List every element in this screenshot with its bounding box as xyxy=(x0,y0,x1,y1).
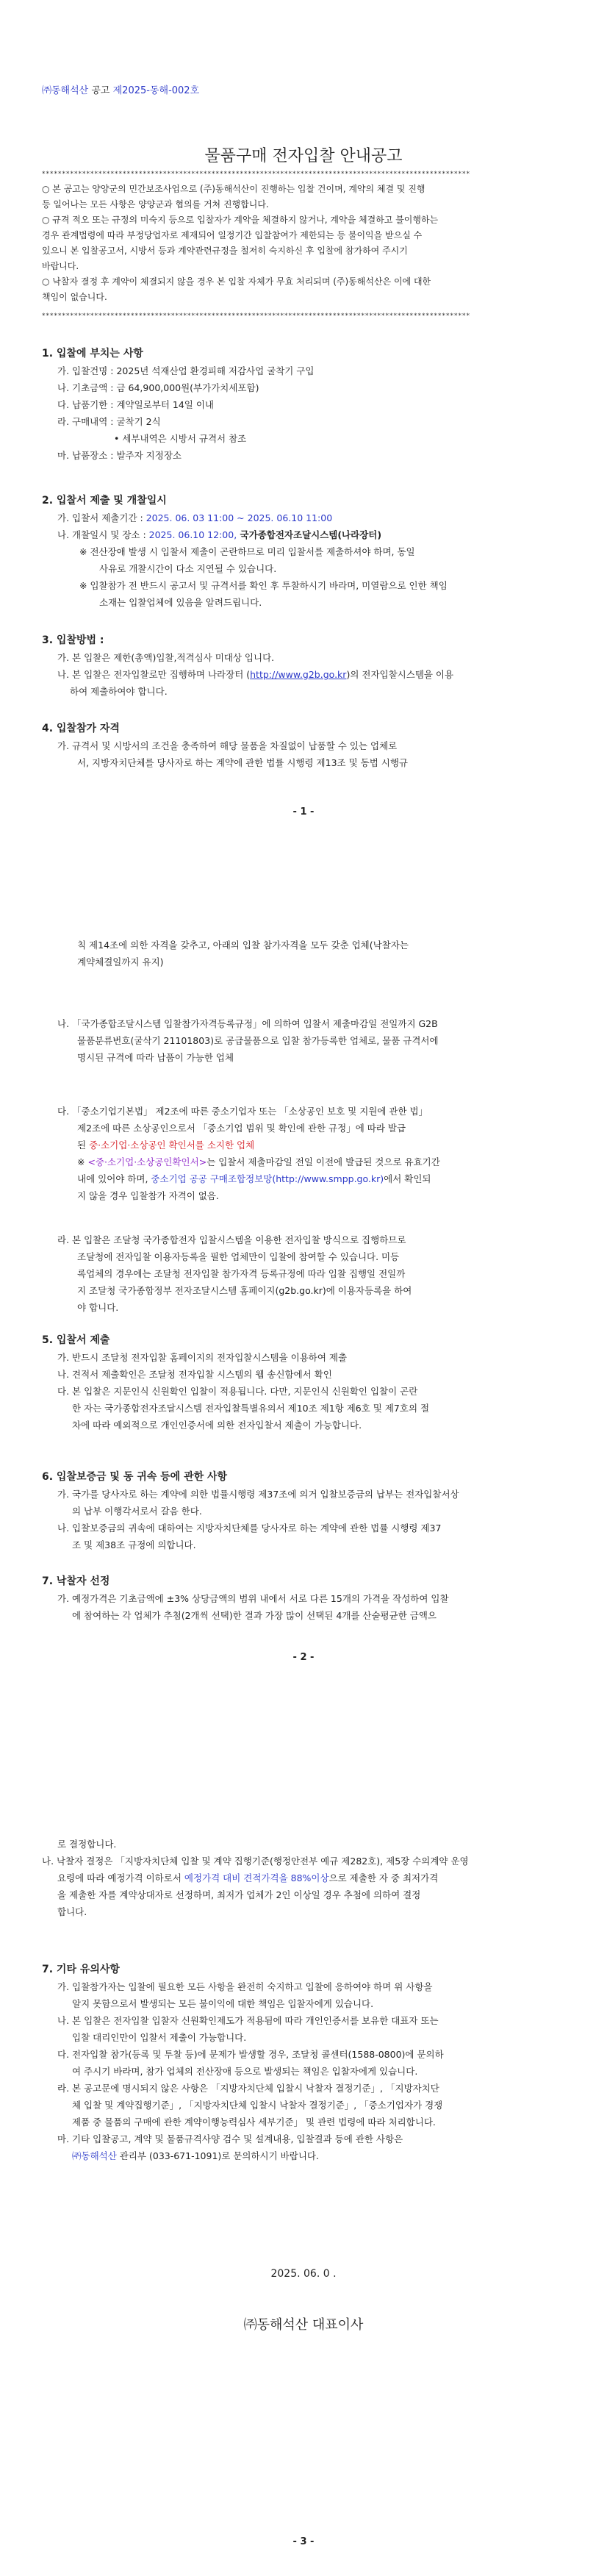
page-number: - 1 - xyxy=(292,806,315,817)
section-5-line: 가. 반드시 조달청 전자입찰 홈페이지의 전자입찰시스템을 이용하여 제출 xyxy=(57,1352,348,1363)
section-8-line: 여 주시기 바라며, 참가 업체의 전산장애 등으로 발생되는 책임은 입찰자에게 있습니다. xyxy=(72,2066,418,2077)
page-3 xyxy=(0,1720,607,2576)
section-8-title: 7. 기타 유의사항 xyxy=(42,1964,120,1975)
signer: ㈜동해석산 대표이사 xyxy=(243,2317,364,2333)
opening-datetime: 나. 개찰일시 및 장소 : 2025. 06.10 12:00, 국가종합전자조달시스템(나라장터) xyxy=(57,529,382,540)
section-6-line: 조 및 제38조 규정에 의합니다. xyxy=(72,1539,196,1550)
announcement-date: 2025. 06. 0 . xyxy=(270,2268,337,2280)
page-number: - 3 - xyxy=(292,2536,315,2547)
section-7-title: 7. 낙찰자 선정 xyxy=(42,1575,110,1587)
section-8-line: 마. 기타 입찰공고, 계약 및 물품규격사양 검수 및 설계내용, 입찰결과 등에 관한 사항은 xyxy=(57,2133,403,2144)
section-2-title: 2. 입찰서 제출 및 개찰일시 xyxy=(42,495,167,507)
section-4-a1: 가. 규격서 및 시방서의 조건을 충족하여 해당 물품을 차질없이 납품할 수 있는 업체로 xyxy=(57,740,398,751)
section-4-c5: 내에 있어야 하며, 중소기업 공공 구매조합정보망(http://www.smpp.go.kr)에서 확인되 xyxy=(77,1173,431,1184)
page-title: 물품구매 전자입찰 안내공고 xyxy=(204,147,403,165)
intro-line: ○ 본 공고는 양양군의 민간보조사업으로 (주)동해석산이 진행하는 입찰 건이며, 계약의 체결 및 진행 xyxy=(42,184,425,194)
section-1-item: 나. 기초금액 : 금 64,900,000원(부가가치세포함) xyxy=(57,382,259,393)
section-7-b3: 을 제출한 자를 계약상대자로 선정하며, 최저가 업체가 2인 이상일 경우 추첨에 의하여 결정 xyxy=(57,1889,421,1900)
page-2 xyxy=(0,838,607,1720)
section-7-line: 가. 예정가격은 기초금액에 ±3% 상당금액의 범위 내에서 서로 다른 15개의 가격을 작성하여 입찰 xyxy=(57,1593,449,1604)
section-4-c3: 된 중·소기업·소상공인 확인서를 소지한 업체 xyxy=(77,1139,255,1151)
page-1 xyxy=(0,0,607,838)
section-8-line: 라. 본 공고문에 명시되지 않은 사항은 「지방자치단체 입찰시 낙찰자 결정기준」, 「지방자치단 xyxy=(57,2083,439,2094)
section-4-c6: 지 않을 경우 입찰참가 자격이 없음. xyxy=(77,1190,219,1201)
section-5-line: 한 자는 국가종합전자조달시스템 전자입찰특별유의서 제10조 제1항 제6호 및 제7호의 절 xyxy=(72,1403,430,1414)
section-1-item: • 세부내역은 시방서 규격서 참조 xyxy=(114,433,247,444)
note-1a: ※ 전산장애 발생 시 입찰서 제출이 곤란하므로 미리 입찰서를 제출하셔야 하며, 동일 xyxy=(79,546,415,557)
intro-line: 바랍니다. xyxy=(42,261,79,271)
note-1b: 사유로 개찰시간이 다소 지연될 수 있습니다. xyxy=(99,563,277,574)
section-5-line: 차에 따라 예외적으로 개인인증서에 의한 전자입찰서 제출이 가능합니다. xyxy=(72,1420,362,1431)
notice-number: ㈜동해석산 공고 제2025-동해-002호 xyxy=(42,85,200,96)
section-3-b2: 하여 제출하여야 합니다. xyxy=(70,686,168,697)
section-7-a-cont: 로 결정합니다. xyxy=(57,1839,117,1850)
intro-line: 경우 관계법령에 따라 부정당업자로 제재되어 일정기간 입찰참여가 제한되는 등 불이익을 받으실 수 xyxy=(42,230,423,240)
section-4-a3: 칙 제14조에 의한 자격을 갖추고, 아래의 입찰 참가자격을 모두 갖춘 업체(낙찰자는 xyxy=(77,940,409,951)
section-4-c2: 제2조에 따른 소상공인으로서 「중소기업 범위 및 확인에 관한 규정」에 따라 발급 xyxy=(77,1123,406,1134)
section-4-b-line: 나. 「국가종합조달시스템 입찰참가자격등록규정」에 의하여 입찰서 제출마감일 전일까지 G2B xyxy=(57,1018,438,1029)
section-8-line: 입찰 대리인만이 입찰서 제출이 가능합니다. xyxy=(72,2032,247,2043)
section-3-b: 나. 본 입찰은 전자입찰로만 집행하며 나라장터 (http://www.g2b.go.kr)의 전자입찰시스템을 이용 xyxy=(57,669,454,680)
section-8-line: 알지 못함으로서 발생되는 모든 불이익에 대한 책임은 입찰자에게 있습니다. xyxy=(72,1998,374,2009)
section-4-d-line: 록업체의 경우에는 조달청 전자입찰 참가자격 등록규정에 따라 입찰 집행일 전일까 xyxy=(77,1268,406,1279)
section-8-line: 제품 중 물품의 구매에 관한 계약이행능력심사 세부기준」 및 관련 법령에 따라 처리합니다. xyxy=(72,2117,436,2128)
intro-line: 책임이 없습니다. xyxy=(42,292,107,302)
section-8-line: 가. 입찰참가자는 입찰에 필요한 모든 사항을 완전히 숙지하고 입찰에 응하여야 하며 위 사항을 xyxy=(57,1981,433,1992)
section-4-d-line: 라. 본 입찰은 조달청 국가종합전자 입찰시스템을 이용한 전자입찰 방식으로 집행하므로 xyxy=(57,1234,406,1245)
section-4-title: 4. 입찰참가 자격 xyxy=(42,723,120,734)
section-1-item: 라. 구매내역 : 굴착기 2식 xyxy=(57,416,161,427)
contact-line: ㈜동해석산 관리부 (033-671-1091)로 문의하시기 바랍니다. xyxy=(72,2150,319,2161)
section-4-a4: 계약체결일까지 유지) xyxy=(77,956,164,967)
section-6-line: 의 납부 이행각서로서 갈음 한다. xyxy=(72,1506,202,1517)
section-8-line: 체 입찰 및 계약집행기준」, 「지방자치단체 입찰시 낙찰자 결정기준」, 「중소기업자가 경쟁 xyxy=(72,2100,443,2111)
intro-line: ○ 규격 적오 또는 규정의 미숙지 등으로 입찰자가 계약을 체결하지 않거나, 계약을 체결하고 불이행하는 xyxy=(42,215,439,225)
g2b-link[interactable]: http://www.g2b.go.kr xyxy=(250,669,347,680)
section-8-line: 다. 전자입찰 참가(등록 및 투찰 등)에 문제가 발생할 경우, 조달청 콜센터(1588-0800)에 문의하 xyxy=(57,2049,444,2060)
section-7-b1: 나. 낙찰자 결정은 「지방자치단체 입찰 및 계약 집행기준(행정안전부 예규 제282호), 제5장 수의계약 운영 xyxy=(42,1856,469,1867)
bid-period: 가. 입찰서 제출기간 : 2025. 06. 03 11:00 ~ 2025. 06.10 11:00 xyxy=(57,512,333,523)
section-4-b-line: 명시된 규격에 따라 납품이 가능한 업체 xyxy=(77,1052,234,1063)
note-2a: ※ 입찰참가 전 반드시 공고서 및 규격서를 확인 후 투찰하시기 바라며, 미열람으로 인한 책임 xyxy=(79,580,448,591)
section-5-line: 다. 본 입찰은 지문인식 신원확인 입찰이 적용됩니다. 다만, 지문인식 신원확인 입찰이 곤란 xyxy=(57,1386,418,1397)
section-6-line: 가. 국가를 당사자로 하는 계약에 의한 법률시행령 제37조에 의거 입찰보증금의 납부는 전자입찰서상 xyxy=(57,1489,459,1500)
divider-bottom: ********************************************************************************************************** xyxy=(42,312,470,320)
section-4-d-line: 지 조달청 국가종합정부 전자조달시스템 홈페이지(g2b.go.kr)에 이용자등록을 하여 xyxy=(77,1285,412,1296)
section-3-a: 가. 본 입찰은 제한(총액)입찰,적격심사 미대상 입니다. xyxy=(57,652,275,663)
section-1-item: 다. 납품기한 : 계약일로부터 14일 이내 xyxy=(57,399,215,410)
section-7-b2: 요령에 따라 예정가격 이하로서 예정가격 대비 견적가격을 88%이상으로 제출한 자 중 최저가격 xyxy=(57,1872,439,1883)
section-5-line: 나. 견적서 제출확인은 조달청 전자입찰 시스템의 웹 송신함에서 확인 xyxy=(57,1369,332,1380)
intro-line: 있으니 본 입찰공고서, 시방서 등과 계약관련규정을 철저히 숙지하신 후 입찰에 참가하여 주시기 xyxy=(42,246,408,256)
section-1-item: 마. 납품장소 : 발주자 지정장소 xyxy=(57,450,182,461)
section-1-title: 1. 입찰에 부치는 사항 xyxy=(42,348,143,359)
section-3-title: 3. 입찰방법 : xyxy=(42,634,104,646)
section-6-line: 나. 입찰보증금의 귀속에 대하여는 지방자치단체를 당사자로 하는 계약에 관한 법률 시행령 제37 xyxy=(57,1523,442,1534)
section-4-b-line: 물품분류번호(굴삭기 21101803)로 공급물품으로 입찰 참가등록한 업체로, 물품 규격서에 xyxy=(77,1035,439,1046)
section-5-title: 5. 입찰서 제출 xyxy=(42,1334,110,1346)
divider-top: ********************************************************************************************************** xyxy=(42,171,470,178)
section-6-title: 6. 입찰보증금 및 동 귀속 등에 관한 사항 xyxy=(42,1471,228,1483)
section-4-d-line: 야 합니다. xyxy=(77,1302,119,1313)
section-4-d-line: 조달청에 전자입찰 이용자등록을 필한 업체만이 입찰에 참여할 수 있습니다. 미등 xyxy=(77,1251,400,1262)
section-8-line: 나. 본 입찰은 전자입찰 입찰자 신원확인제도가 적용됨에 따라 개인인증서를 보유한 대표자 또는 xyxy=(57,2015,439,2026)
intro-line: ○ 낙찰자 결정 후 계약이 체결되지 않을 경우 본 입찰 자체가 무효 처리되며 (주)동해석산은 이에 대한 xyxy=(42,276,431,287)
section-4-a2: 서, 지방자치단체를 당사자로 하는 계약에 관한 법률 시행령 제13조 및 동법 시행규 xyxy=(77,757,408,768)
section-7-line: 에 참여하는 각 업체가 추첨(2개씩 선택)한 결과 가장 많이 선택된 4개를 산술평균한 금액으 xyxy=(72,1610,437,1621)
note-2b: 소재는 입찰업체에 있음을 알려드립니다. xyxy=(99,597,262,608)
page-number: - 2 - xyxy=(292,1652,315,1663)
section-4-c4: ※ <중·소기업·소상공인확인서>는 입찰서 제출마감일 전일 이전에 발급된 것으로 유효기간 xyxy=(77,1156,440,1167)
intro-line: 등 일어나는 모든 사항은 양양군과 협의를 거쳐 진행합니다. xyxy=(42,199,269,210)
section-4-c1: 다. 「중소기업기본법」 제2조에 따른 중소기업자 또는 「소상공인 보호 및 지원에 관한 법」 xyxy=(57,1106,428,1117)
section-7-b4: 합니다. xyxy=(57,1906,87,1917)
section-1-item: 가. 입찰건명 : 2025년 석재산업 환경피해 저감사업 굴착기 구입 xyxy=(57,365,315,376)
